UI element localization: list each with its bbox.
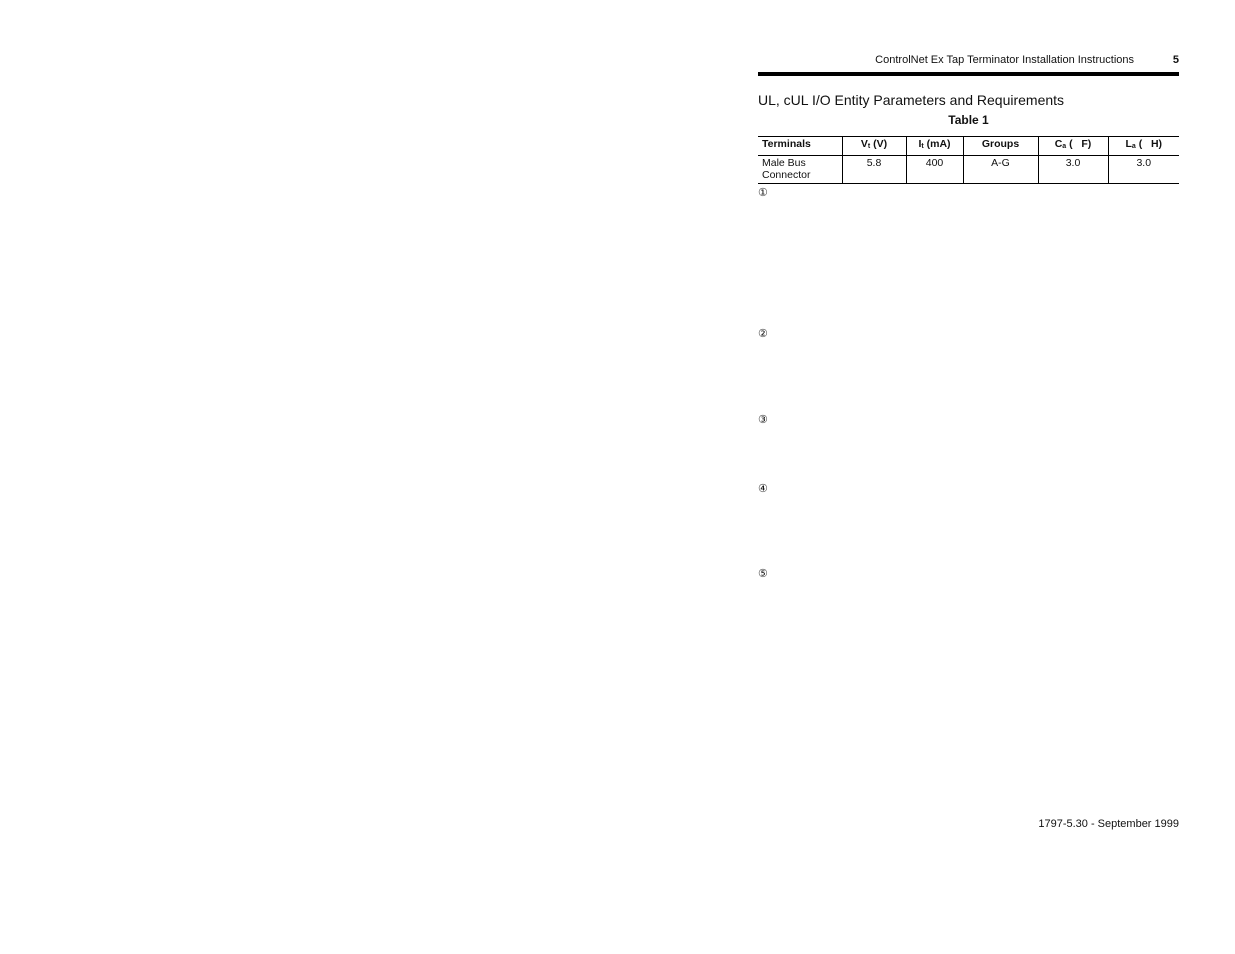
document-footer: 1797-5.30 - September 1999 bbox=[1038, 818, 1179, 830]
column-header-ca-subscript: a bbox=[1062, 143, 1067, 150]
column-header-vt-unit: (V) bbox=[870, 138, 888, 150]
table-header-row bbox=[758, 137, 1179, 156]
cell-it: 400 bbox=[906, 156, 963, 184]
column-header-vt bbox=[842, 137, 906, 156]
cell-la: 3.0 bbox=[1108, 156, 1179, 184]
cell-groups: A-G bbox=[963, 156, 1038, 184]
section-title: UL, cUL I/O Entity Parameters and Requirements bbox=[758, 92, 1065, 108]
header-rule bbox=[758, 72, 1179, 76]
entity-parameters-table bbox=[758, 136, 1179, 184]
column-header-la-symbol: L bbox=[1125, 138, 1132, 150]
column-header-vt-symbol: V bbox=[860, 138, 868, 150]
column-header-it-symbol: I bbox=[918, 138, 922, 150]
page-number: 5 bbox=[1172, 54, 1179, 66]
footnote-marker-2: ② bbox=[758, 328, 768, 340]
footnote-marker-1: ① bbox=[758, 187, 768, 199]
header-title: ControlNet Ex Tap Terminator Installation Instructions bbox=[875, 54, 1134, 66]
column-header-terminals-text: Terminals bbox=[762, 138, 811, 150]
column-header-la-unit: ( H) bbox=[1135, 138, 1163, 150]
cell-vt: 5.8 bbox=[842, 156, 906, 184]
running-header bbox=[758, 53, 1179, 67]
table-row bbox=[758, 156, 1179, 184]
column-header-ca bbox=[1038, 137, 1108, 156]
column-header-vt-subscript: t bbox=[867, 143, 871, 150]
column-header-it-subscript: t bbox=[921, 143, 924, 150]
footnote-marker-3: ③ bbox=[758, 414, 768, 426]
column-header-it-unit: (mA) bbox=[923, 138, 951, 150]
column-header-groups-text: Groups bbox=[981, 138, 1020, 150]
column-header-ca-symbol: C bbox=[1054, 138, 1063, 150]
footnote-marker-4: ④ bbox=[758, 483, 768, 495]
column-header-la bbox=[1108, 137, 1179, 156]
table-caption: Table 1 bbox=[948, 113, 989, 127]
column-header-ca-unit: ( F) bbox=[1066, 138, 1092, 150]
cell-terminals: Male Bus Connector bbox=[762, 157, 811, 181]
footnote-marker-5: ⑤ bbox=[758, 568, 768, 580]
column-header-terminals bbox=[758, 137, 842, 156]
cell-ca: 3.0 bbox=[1038, 156, 1108, 184]
column-header-la-subscript: a bbox=[1131, 143, 1136, 150]
column-header-groups bbox=[963, 137, 1038, 156]
document-page bbox=[758, 0, 1179, 954]
column-header-it bbox=[906, 137, 963, 156]
